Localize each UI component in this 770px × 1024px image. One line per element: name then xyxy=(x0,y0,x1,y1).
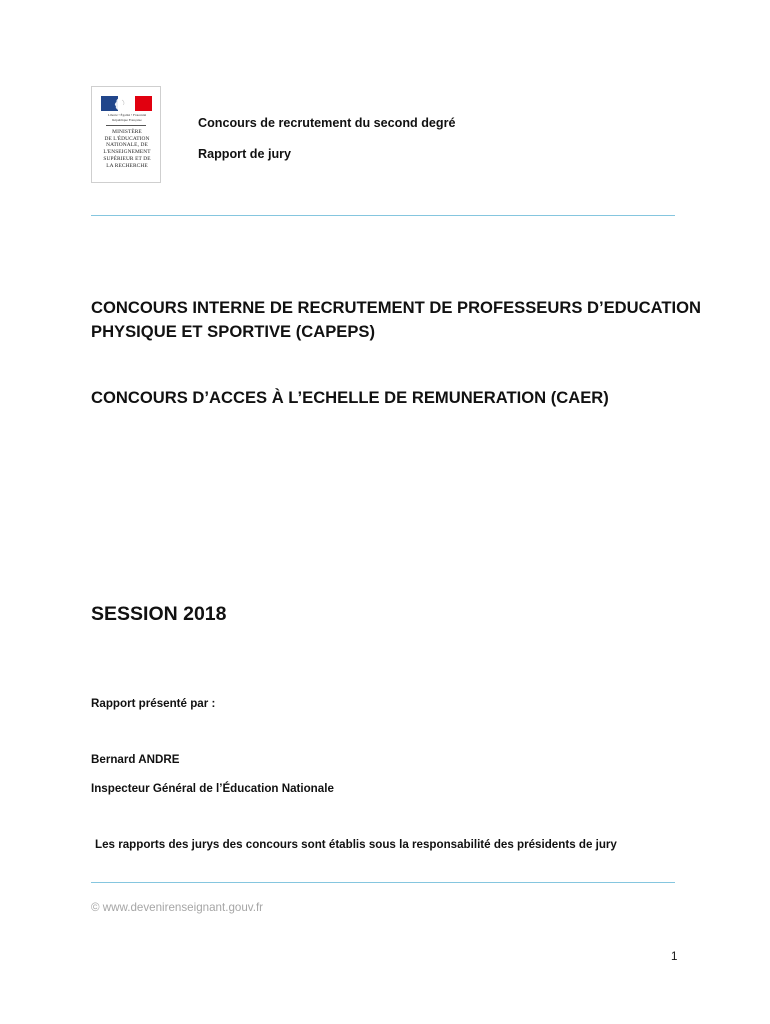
header-divider xyxy=(91,215,675,216)
exam-category: Concours de recrutement du second degré xyxy=(198,116,456,130)
secondary-title: CONCOURS D’ACCES À L’ECHELLE DE REMUNERATION (CAER) xyxy=(91,388,609,407)
marianne-profile-icon xyxy=(110,97,130,111)
author-role: Inspecteur Général de l’Éducation Nationale xyxy=(91,782,334,795)
author-name: Bernard ANDRE xyxy=(91,753,180,766)
document-type: Rapport de jury xyxy=(198,147,292,161)
session-title: SESSION 2018 xyxy=(91,603,227,625)
footer-divider xyxy=(91,882,675,883)
ministry-logo xyxy=(91,86,161,183)
republic-motto: Liberté • Égalité • Fraternité République Française xyxy=(107,113,147,122)
main-title: CONCOURS INTERNE DE RECRUTEMENT DE PROFESSEURS D’EDUCATION PHYSIQUE ET SPORTIVE (CAPEPS) xyxy=(91,298,702,341)
responsibility-note: Les rapports des jurys des concours sont établis sous la responsabilité des présidents de jury xyxy=(95,838,617,851)
page-number: 1 xyxy=(671,950,678,963)
footer-website: © www.devenirenseignant.gouv.fr xyxy=(91,901,264,914)
presented-by-label: Rapport présenté par : xyxy=(91,697,216,710)
logo-divider xyxy=(106,125,146,126)
ministry-name: MINISTÈRE DE L'ÉDUCATION NATIONALE, DE L'ENSEIGNEMENT SUPÉRIEUR ET DE LA RECHERCHE xyxy=(103,129,151,169)
